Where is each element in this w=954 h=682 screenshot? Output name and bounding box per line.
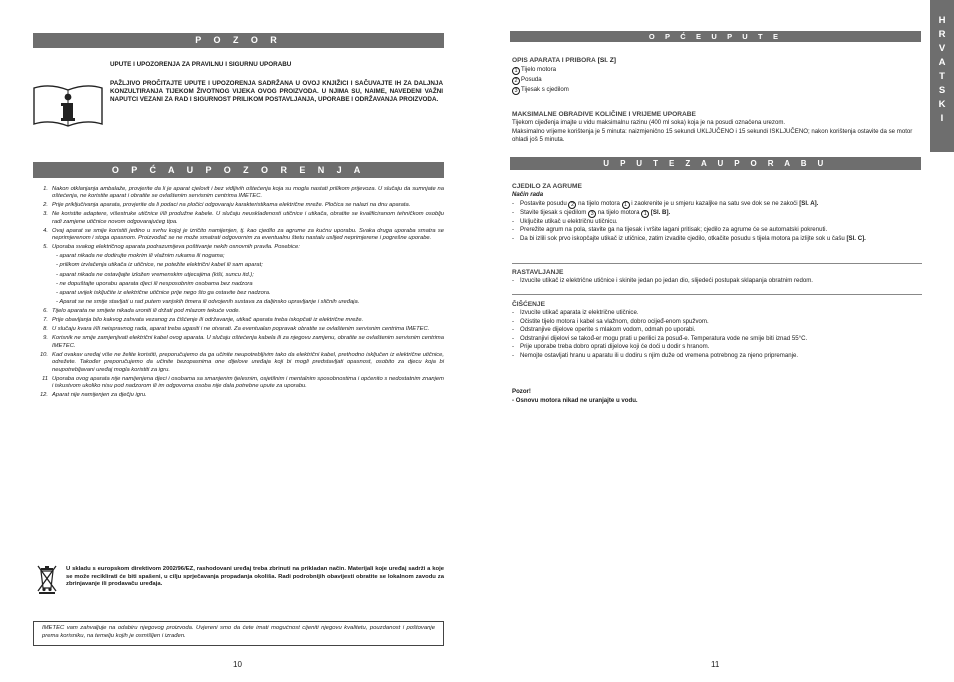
- part-number: 2: [512, 77, 520, 85]
- rastav-item: - Izvucite utikač iz električne utičnice i skinite jedan po jedan dio, slijedeći postupak sklapanja obratnim redom.: [512, 277, 922, 286]
- ciscenje-item: - Nemojte ostavljati hranu u aparatu ili u dodiru s njim duže od vremena potrebnog za njeno pripremanje.: [512, 352, 922, 361]
- warning-item: [36, 186, 444, 201]
- right-page: [477, 0, 954, 682]
- side-tab-letter: I: [940, 113, 944, 124]
- warning-item: [36, 335, 444, 350]
- step-part-number: 1: [622, 201, 630, 209]
- step-item: [512, 200, 924, 209]
- rastav-list: [512, 277, 922, 286]
- upute-title: UPUTE I UPOZORENJA ZA PRAVILNU I SIGURNU UPORABU: [110, 61, 292, 68]
- cjedilo-title: CJEDILO ZA AGRUME: [512, 183, 582, 190]
- warnings-list: [36, 186, 444, 401]
- warning-text: Nakon otklanjanja ambalaže, provjerite da li je aparat cjelovit i bez vidljivih oštećenja koja su mogla nastati prilikom prijevoza. U slučaju da sumnjate na oštećenja, ne koristite aparat i obratite se ovlaštenim servisnim centrima IMETEC.: [52, 186, 444, 200]
- warning-text: Ne koristite adaptere, višestruke utičnice i/ili produžne kabele. U slučaju neusklađenosti utičnice i utikača, obratite se kvalificiranom tehničkom osoblju radi zamjene utičnice novom odgovarajućeg tipa.: [52, 211, 444, 225]
- warning-item: [36, 352, 444, 374]
- page-number-left: 10: [233, 660, 242, 669]
- warning-number: 10.: [39, 351, 48, 358]
- side-tab-letter: S: [938, 85, 946, 96]
- step-figure-ref: [Sl. C].: [846, 234, 866, 242]
- warning-text: - aparat nikada ne ostavljajte izložen vremenskim utjecajima (kiši, suncu itd.);: [56, 271, 254, 278]
- divider-1: [512, 263, 922, 264]
- warning-text: - Aparat se ne smije stavljati u rad putem vanjskih timera ili odvojenih sustava za daljinsko upravljanje i sličnih uređaja.: [56, 299, 360, 306]
- pozor-note: [512, 388, 922, 405]
- step-text: Stavite tijesak s cjedilom: [520, 208, 587, 216]
- rastav-section: [512, 268, 922, 286]
- side-tab-letter: V: [938, 43, 946, 54]
- max-title: MAKSIMALNE OBRADIVE KOLIČINE I VRIJEME UPORABE: [512, 111, 696, 118]
- warning-number: 8.: [43, 326, 48, 333]
- ciscenje-list: [512, 309, 922, 361]
- warning-text: Aparat nije namijenjen za dječju igru.: [52, 392, 147, 399]
- warning-text: U slučaju kvara i/ili neispravnog rada, aparat treba ugasiti i ne otvarati. Za eventualan popravak obratite se ovlaštenim servisnim centrima IMETEC.: [52, 326, 430, 333]
- side-tab-letter: A: [938, 57, 946, 68]
- opca-header-bar: [33, 162, 444, 178]
- cjedilo-section: [512, 182, 924, 243]
- warning-item: [36, 202, 444, 209]
- warning-number: 9.: [43, 335, 48, 342]
- part-item: [512, 85, 922, 95]
- warning-number: 6.: [43, 308, 48, 315]
- side-tab-letter: T: [939, 71, 945, 82]
- warning-text: - aparat uvijek isključite iz električne utičnice prije nego što ga ostavite bez nadzora.: [56, 290, 271, 297]
- side-tab-letter: R: [938, 29, 946, 40]
- parts-list: [512, 65, 922, 95]
- warning-item: [36, 308, 444, 315]
- pozor-header: P O Z O R: [195, 35, 282, 45]
- step-text: na tijelo motora: [597, 208, 640, 216]
- warning-text: Prije obavljanja bilo kakvog zahvata vezanog za čišćenje ili održavanje, utikač aparata treba iskopčati iz električne mreže.: [52, 317, 364, 324]
- divider-2: [512, 294, 922, 295]
- ciscenje-item: - Odstranjive dijelove operite s mlakom vodom, odmah po uporabi.: [512, 326, 922, 335]
- warning-item: [36, 317, 444, 324]
- part-item: [512, 65, 922, 75]
- max-section: [512, 110, 922, 144]
- warning-item: [36, 272, 444, 279]
- warning-text: Tijelo aparata ne smijete nikada uroniti ili držati pod mlazom tekuće vode.: [52, 308, 241, 315]
- language-side-tab: [930, 0, 954, 152]
- opis-heading: [512, 56, 922, 65]
- part-label: Posuda: [521, 76, 542, 83]
- warning-text: Ovaj aparat se smije koristiti jedino u svrhu kojoj je izričito namijenjen, tj. kao cjedilo za agrume za kućnu uporabu. Svaka druga uporaba smatra se neprimjerenom i stoga opasnom. Proizvođač se ne može smatrati odgovornim za eventualnu štetu nastalu uslijed neprimjerene i pogrešne uporabe.: [52, 227, 444, 242]
- ciscenje-item: - Očistite tijelo motora i kabel sa vlažnom, dobro ocijeđ-enom spužvom.: [512, 318, 922, 327]
- steps-list: [512, 200, 924, 244]
- warning-item: [36, 290, 444, 297]
- side-tab-letter: K: [938, 99, 946, 110]
- part-label: Tijesak s cjedilom: [521, 86, 569, 93]
- step-item: [512, 218, 924, 227]
- warning-text: Kad ovakav uređaj više ne želite koristiti, preporučujemo da ga učinite neupotrebljivim tako da električni kabel, prethodno isključen iz električne utičnice, odrežete. Također preporučujemo da učinite bezopasnima one dijelove uređaja koji bi mogli predstavljati opasnost, osobito za djecu koja bi neupotrebljavani uređaj mogla koristiti za igru.: [52, 351, 444, 373]
- step-item: [512, 209, 924, 218]
- warning-item: [36, 228, 444, 243]
- warning-text: Uporaba svakog električnog aparata podrazumijeva poštivanje nekih osnovnih pravila. Posebice:: [52, 244, 300, 251]
- warning-number: 1.: [43, 186, 48, 192]
- warning-number: 4.: [43, 227, 48, 234]
- ciscenje-item: - Izvucite utikač aparata iz električne utičnice.: [512, 309, 922, 318]
- opis-section: [512, 56, 922, 95]
- warning-text: - ne dopuštajte uporabu aparata djeci ili nesposobnim osobama bez nadzora: [56, 280, 253, 287]
- ciscenje-item: - Odstranjivi dijelovi se takođ-er mogu prati u perilici za posuđ-e. Temperatura vode ne smije biti iznad 55°C.: [512, 335, 922, 344]
- intro-text: PAŽLJIVO PROČITAJTE UPUTE I UPOZORENJA SADRŽANA U OVOJ KNJIŽICI I SAČUVAJTE IH ZA DALJNJA KONZULTIRANJA TIJEKOM ŽIVOTNOG VIJEKA OVOG PROIZVODA. U NJIMA SU, NAIME, NAVEDENI VAŽNI NAPUTCI VEZANI ZA RAD I SIGURNOST PRILIKOM POSTAVLJANJA, UPORABE I ODRŽAVANJA PROIZVODA.: [110, 80, 443, 104]
- warning-item: [36, 376, 444, 391]
- step-figure-ref: [Sl. A].: [799, 199, 819, 207]
- part-label: Tijelo motora: [521, 66, 556, 73]
- warning-number: 11: [41, 375, 48, 382]
- warning-item: [36, 299, 444, 306]
- pozor-text: - Osnovu motora nikad ne uranjajte u vodu.: [512, 396, 638, 404]
- imetec-thanks-box: [33, 621, 444, 646]
- warning-item: [36, 211, 444, 226]
- step-text: Da bi izlili sok prvo iskopčajte utikač iz utičnice, zatim izvadite cjedilo, otkačite posudu s tijela motora pa izlijte sok u čašu: [520, 234, 845, 242]
- step-text: na tijelo motora: [578, 199, 620, 207]
- opis-title: OPIS APARATA I PRIBORA: [512, 57, 596, 64]
- warning-text: Prije priključivanja aparata, provjerite da li podaci na pločici odgovaraju karakteristikama električne mreže. Pločica se nalazi na dnu aparata.: [52, 202, 411, 209]
- upute-header-bar: [510, 157, 921, 170]
- step-part-number: 3: [588, 210, 596, 218]
- pozor-header-bar: [33, 33, 444, 48]
- warning-item: [36, 392, 444, 399]
- warning-item: [36, 281, 444, 288]
- imetec-thanks-text: IMETEC vam zahvaljuje na odabiru njegovog proizvoda. Uvjereni smo da ćete imati mogućnost cijeniti njegovu kvalitetu, pouzdanost i poštovanje prema korisniku, na temelju kojih je osmišljen i izrađen.: [42, 625, 435, 639]
- opca-header: O P Ć A U P O Z O R E N J A: [111, 165, 366, 175]
- step-part-number: 2: [568, 201, 576, 209]
- warning-number: 3.: [43, 211, 48, 218]
- warning-item: [36, 253, 444, 260]
- warning-number: 7.: [43, 317, 48, 324]
- max-text-2: Maksimalno vrijeme korištenja je 5 minuta: naizmjenično 15 sekundi UKLJUČENO i 15 sekundi ISKLJUČENO; nakon korištenja ostavite da se motor ohladi još 5 minuta.: [512, 127, 913, 143]
- part-item: [512, 75, 922, 85]
- warning-number: 5.: [43, 244, 48, 251]
- warning-number: 2.: [43, 202, 48, 209]
- step-text: Postavite posudu: [520, 199, 567, 207]
- warning-text: Uporaba ovog aparata nije namijenjena djeci i osobama sa smanjenim tjelesnim, osjetilnim i mentalnim sposobnostima i općenito s nedostatnim znanjem i iskustvom ukoliko nisu pod nadzorom ili im odgovorna osoba nije dala potrebne upute za uporabu.: [52, 375, 444, 390]
- step-text: Prerežite agrum na pola, stavite ga na tijesak i vršite lagani pritisak; cjedilo za agrume će se automatski pokrenuti.: [520, 226, 828, 234]
- weee-text: U skladu s europskom direktivom 2002/96/EZ, rashodovani uređaj treba zbrinuti na prikladan način. Materijali koje uređaj sadrži a koje se može reciklirati će biti spašeni, u cilju sprječavanja propadanja okoliša. Radi podrobnijih obavijesti obratite se lokalnom zavodu za zbrinjavanje ili prodavaču uređaja.: [66, 566, 444, 588]
- info-book-icon: [32, 82, 104, 128]
- warning-item: [36, 262, 444, 269]
- step-figure-ref: [Sl. B].: [650, 208, 671, 216]
- opce-header-bar: [510, 31, 921, 42]
- step-item: [512, 226, 924, 235]
- warning-item: [36, 326, 444, 333]
- max-text-1: Tijekom cijeđenja imajte u vidu maksimalnu razinu (400 ml soka) koja je na posudi označena urezom.: [512, 119, 786, 126]
- opis-ref: [Sl. Z]: [597, 57, 616, 64]
- warning-item: [36, 244, 444, 251]
- step-part-number: 1: [641, 210, 649, 218]
- part-number: 3: [512, 87, 520, 95]
- ciscenje-title: ČIŠĆENJE: [512, 301, 545, 308]
- upute-header: U P U T E Z A U P O R A B U: [603, 159, 828, 168]
- pozor-label: Pozor!: [512, 388, 531, 395]
- part-number: 1: [512, 67, 520, 75]
- step-text: i zaokrenite je u smjeru kazaljke na satu sve dok se ne zakoči: [631, 199, 798, 207]
- warning-number: 12.: [39, 392, 48, 399]
- page-number-right: 11: [711, 660, 720, 669]
- warning-text: - prilikom izvlačenja utikača iz utičnice, ne potežite električni kabel ili sam aparat;: [56, 262, 263, 269]
- warning-text: - aparat nikada ne dodirujte mokrim ili vlažnim rukama ili nogama;: [56, 253, 225, 260]
- ciscenje-section: [512, 300, 922, 361]
- warning-text: Korisnik ne smije zamjenjivati električni kabel ovog aparata. U slučaju oštećenja kabela ili za njegovu zamjenu, obratite se ovlaštenim servisnim centrima IMETEC.: [52, 335, 444, 349]
- step-item: [512, 235, 924, 244]
- nacin-rada: Način rada: [512, 191, 544, 198]
- side-tab-letter: H: [938, 15, 946, 26]
- ciscenje-item: - Prije uporabe treba dobro oprati dijelove koji će doći u dodir s hranom.: [512, 343, 922, 352]
- opce-header: O P Ć E U P U T E: [648, 32, 783, 41]
- rastav-title: RASTAVLJANJE: [512, 269, 564, 276]
- crossed-bin-icon: [36, 564, 58, 594]
- step-text: Uključite utikač u električnu utičnicu.: [520, 217, 618, 225]
